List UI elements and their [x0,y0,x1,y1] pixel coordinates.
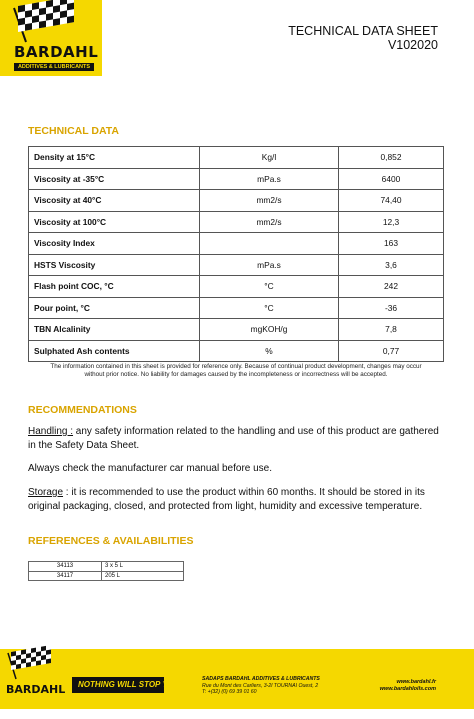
table-row [29,147,444,169]
property-cell: Sulphated Ash contents [29,340,200,362]
property-cell: Viscosity at 40°C [29,190,200,212]
table-row [29,168,444,190]
storage-paragraph [28,486,446,513]
storage-text: : it is recommended to use the product within 60 months. It should be stored in its original packaging, closed, and protected from light, humidity and excessive temperature. [28,487,425,512]
property-cell: HSTS Viscosity [29,254,200,276]
property-cell: Density at 15°C [29,147,200,169]
value-cell: 6400 [339,168,444,190]
checkered-flag-icon [0,0,102,46]
slogan-main: NOTHING WILL STOP [78,680,161,689]
handling-label: Handling : [28,426,74,437]
unit-cell: mgKOH/g [200,319,339,341]
table-row [29,190,444,212]
footer-slogan [72,677,180,693]
value-cell: 3,6 [339,254,444,276]
table-row [29,276,444,298]
brand-name: BARDAHL [14,43,99,61]
property-cell: TBN Alcalinity [29,319,200,341]
handling-text: any safety information related to the handling and use of this product are gathered in the Safety Data Sheet. [28,426,439,451]
footer-company [202,676,320,696]
value-cell: 74,40 [339,190,444,212]
unit-cell: °C [200,297,339,319]
checkered-flag-icon [0,649,70,683]
footer-brand: BARDAHL [6,683,66,696]
document-version: V102020 [387,38,438,52]
unit-cell: mPa.s [200,254,339,276]
slogan-end: YOU [162,680,180,689]
reference-code: 34117 [29,571,102,581]
company-name: SADAPS BARDAHL ADDITIVES & LUBRICANTS [202,676,320,682]
property-cell: Flash point COC, °C [29,276,200,298]
reference-pack: 205 L [102,571,184,581]
property-cell: Viscosity at 100°C [29,211,200,233]
disclaimer-line: The information contained in this sheet is provided for reference only. Because of continual product development, changes may occur [50,363,422,370]
value-cell: -36 [339,297,444,319]
unit-cell: mm2/s [200,211,339,233]
table-row [29,297,444,319]
disclaimer-line: without prior notice. No liability for damages caused by the incompleteness or incorrectness will be accepted. [84,371,388,379]
value-cell: 0,77 [339,340,444,362]
company-phone: T: +(32) (0) 69 39 01 60 [202,689,257,696]
storage-label: Storage [28,487,64,498]
references-title: REFERENCES & AVAILABILITIES [28,535,194,547]
website-link[interactable]: www.bardahloils.com [379,686,436,692]
disclaimer [28,363,444,380]
website-link[interactable]: www.bardahl.fr [396,679,436,685]
value-cell: 7,8 [339,319,444,341]
reference-code: 34113 [29,562,102,572]
unit-cell: mPa.s [200,168,339,190]
recommendations-title: RECOMMENDATIONS [28,404,137,416]
company-address: Rue du Mont des Carliers, 3-2l TOURNAI Ouest, 2 [202,682,319,689]
value-cell: 0,852 [339,147,444,169]
value-cell: 163 [339,233,444,255]
technical-data-title: TECHNICAL DATA [28,125,119,137]
table-row [29,254,444,276]
references-table [28,561,184,581]
technical-data-table [28,146,444,362]
unit-cell: % [200,340,339,362]
table-row [29,319,444,341]
table-row [29,340,444,362]
unit-cell: mm2/s [200,190,339,212]
table-row [29,562,184,572]
value-cell: 12,3 [339,211,444,233]
property-cell: Pour point, °C [29,297,200,319]
footer [0,649,474,709]
document-header [288,24,438,52]
value-cell: 242 [339,276,444,298]
unit-cell: Kg/l [200,147,339,169]
table-row [29,211,444,233]
property-cell: Viscosity Index [29,233,200,255]
manual-paragraph: Always check the manufacturer car manual before use. [28,463,273,474]
document-title: TECHNICAL DATA SHEET [288,24,438,38]
handling-paragraph [28,425,446,452]
brand-logo [0,0,102,76]
footer-links [380,679,436,693]
unit-cell: °C [200,276,339,298]
table-row [29,571,184,581]
unit-cell [200,233,339,255]
table-row [29,233,444,255]
property-cell: Viscosity at -35°C [29,168,200,190]
brand-tagline: ADDITIVES & LUBRICANTS [14,63,94,71]
reference-pack: 3 x 5 L [102,562,184,572]
